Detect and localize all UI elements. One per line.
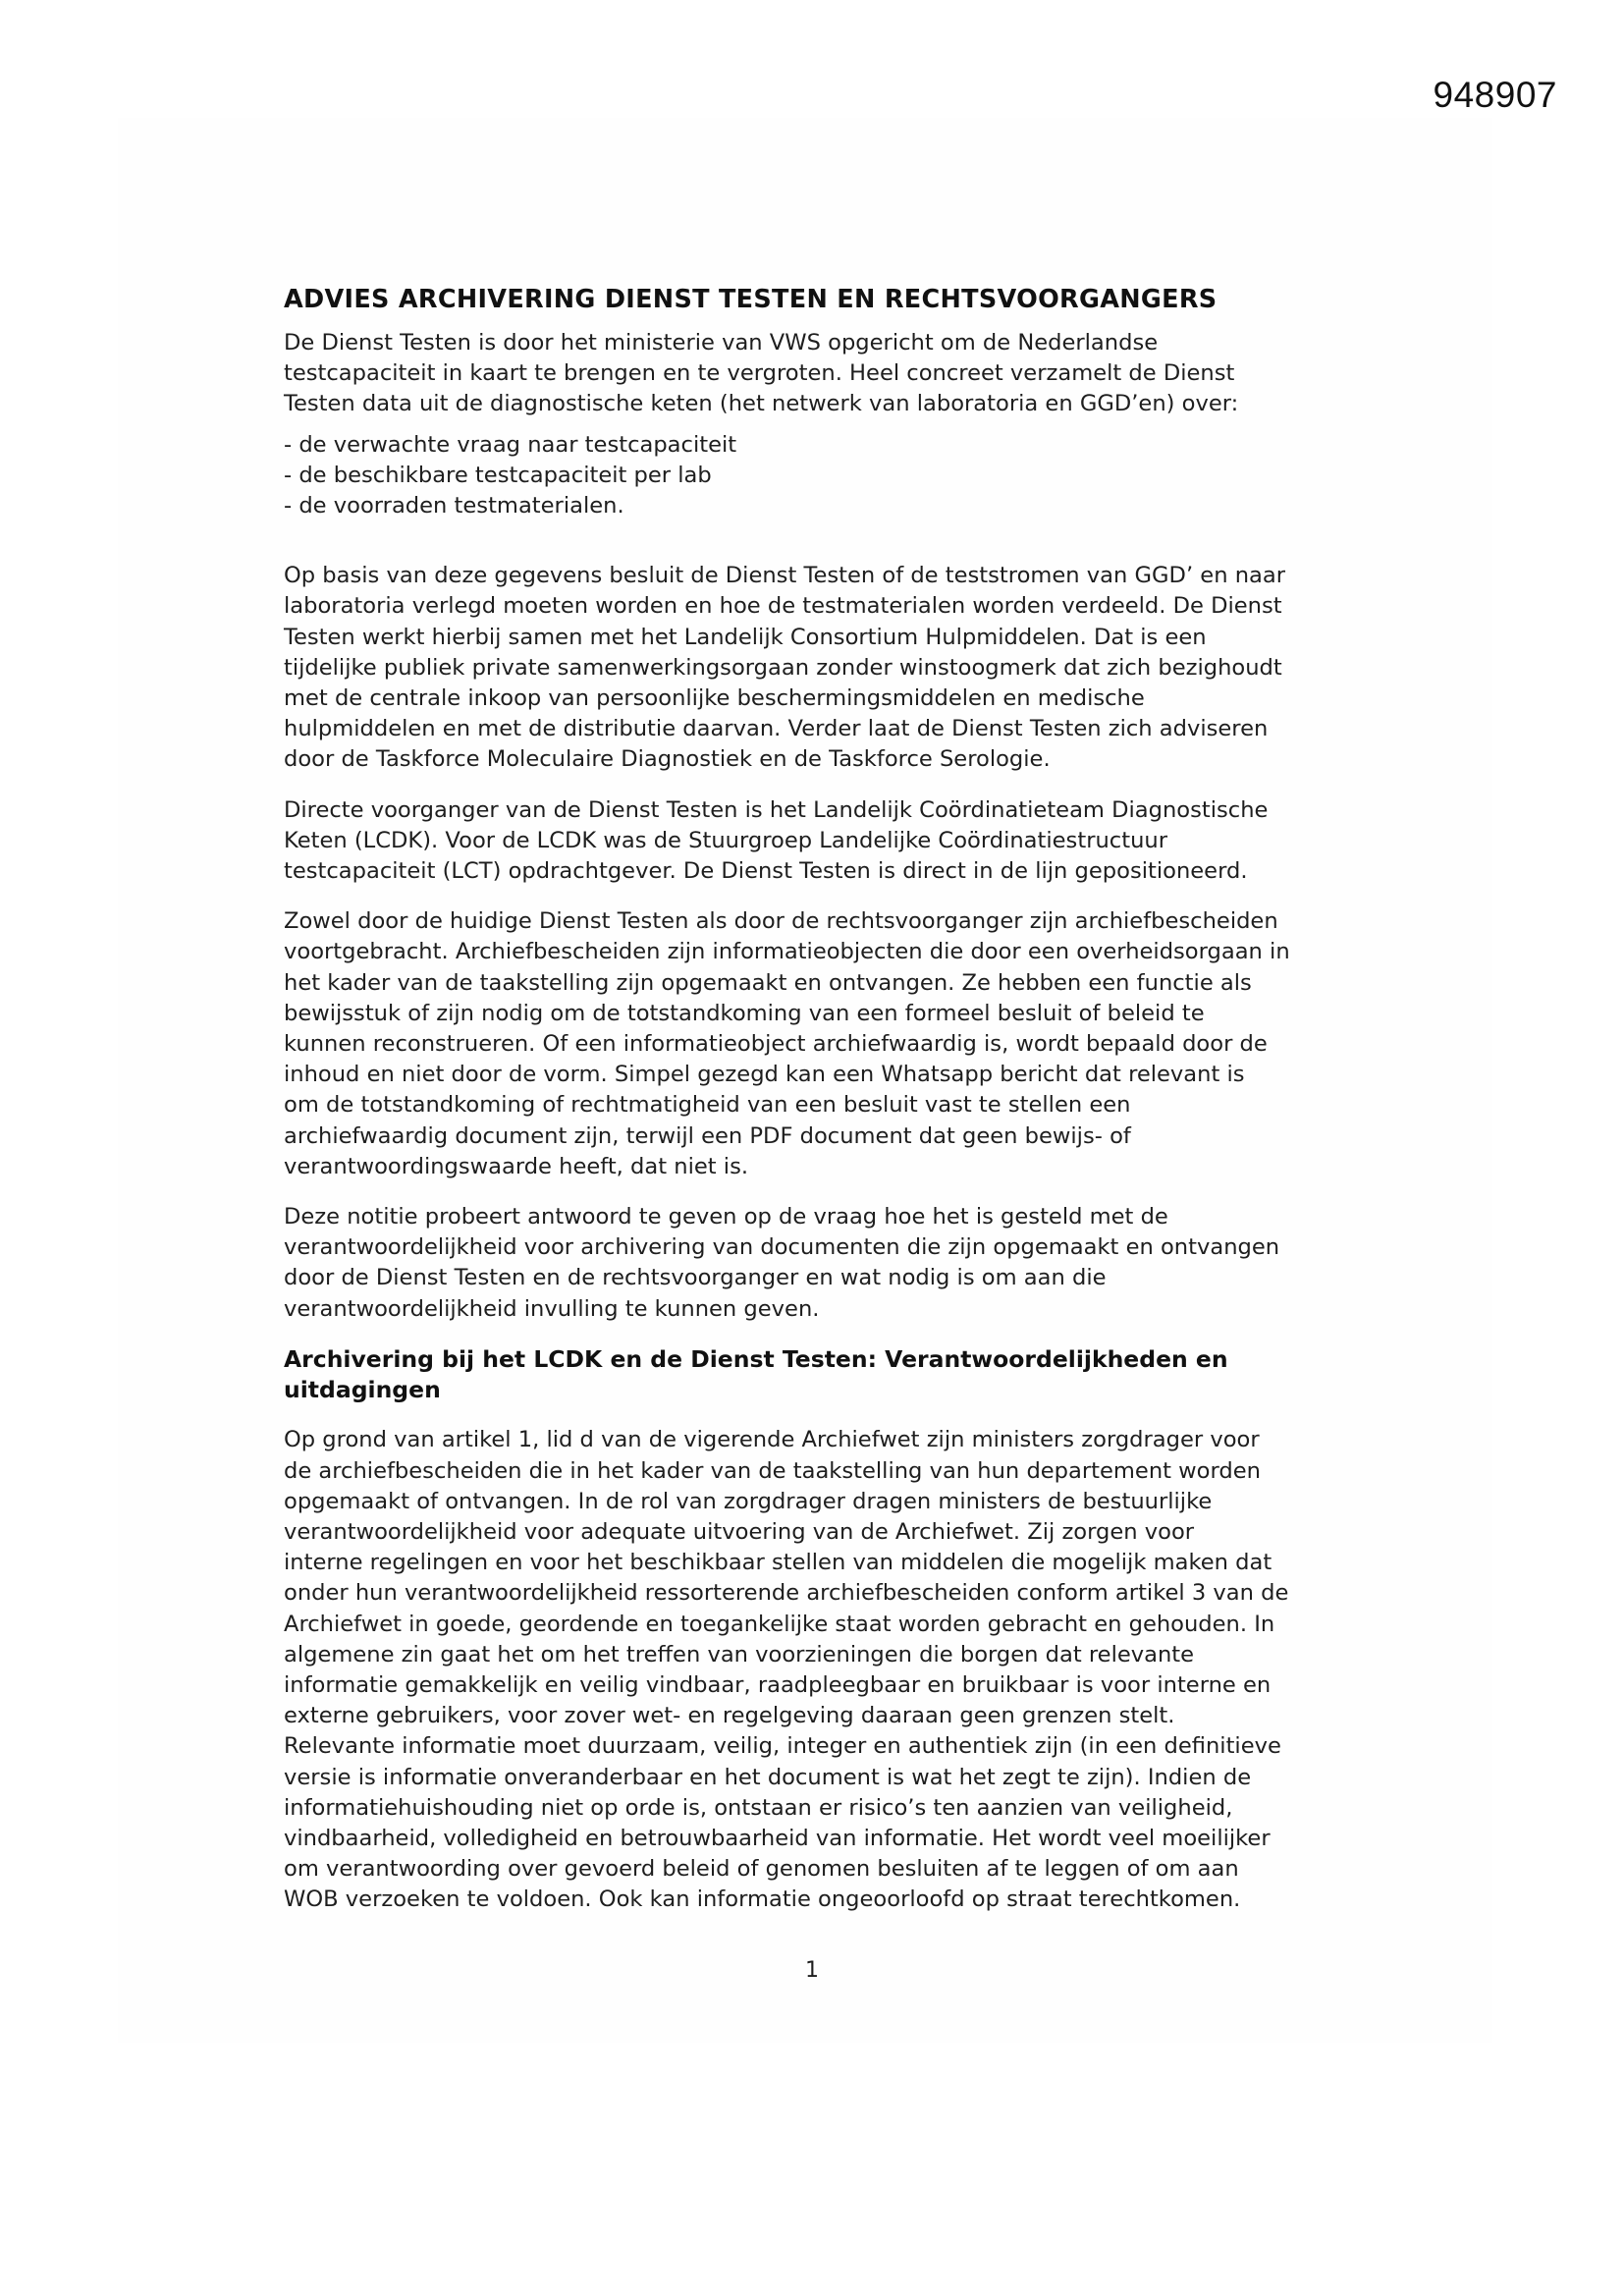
intro-paragraph: De Dienst Testen is door het ministerie van VWS opgericht om de Nederlandse testcapaciteit in kaart te brengen en te vergroten. Heel concreet verzamelt de Dienst Testen data uit de diagnostische keten (het netwerk van laboratoria en GGD’en) over: — [284, 330, 1239, 417]
body-paragraph: Zowel door de huidige Dienst Testen als door de rechtsvoorganger zijn archiefbescheiden voortgebracht. Archiefbescheiden zijn informatieobjecten die door een overheidsorgaan in het kader van de taakstelling zijn opgemaakt en ontvangen. Ze hebben een functie als bewijsstuk of zijn nodig om de totstandkoming van een formeel besluit of beleid te kunnen reconstrueren. Of een informatieobject archiefwaardig is, wordt bepaald door de inhoud en niet door de vorm. Simpel gezegd kan een Whatsapp bericht dat relevant is om de totstandkoming of rechtmatigheid van een besluit vast te stellen een archiefwaardig document zijn, terwijl een PDF document dat geen bewijs- of verantwoordingswaarde heeft, dat niet is. — [284, 908, 1290, 1179]
section-heading: Archivering bij het LCDK en de Dienst Testen: Verantwoordelijkheden en uitdagingen — [284, 1344, 1228, 1404]
body-paragraph: Op basis van deze gegevens besluit de Dienst Testen of de teststromen van GGD’ en naar laboratoria verlegd moeten worden en hoe de testmaterialen worden verdeeld. De Dienst Testen werkt hierbij samen met het Landelijk Consortium Hulpmiddelen. Dat is een tijdelijke publiek private samenwerkingsorgaan zonder winstoogmerk dat zich bezighoudt met de centrale inkoop van persoonlijke beschermingsmiddelen en medische hulpmiddelen en met de distributie daarvan. Verder laat de Dienst Testen zich adviseren door de Taskforce Moleculaire Diagnostiek en de Taskforce Serologie. — [284, 563, 1286, 773]
body-paragraph: Directe voorganger van de Dienst Testen is het Landelijk Coördinatieteam Diagnostische Keten (LCDK). Voor de LCDK was de Stuurgroep Landelijke Coördinatiestructuur testcapaciteit (LCT) opdrachtgever. De Dienst Testen is direct in de lijn gepositioneerd. — [284, 796, 1269, 885]
page-number: 1 — [805, 1958, 819, 1983]
bullet-list — [284, 430, 1364, 522]
document-title: ADVIES ARCHIVERING DIENST TESTEN EN RECHTSVOORGANGERS — [284, 285, 1218, 314]
spacer — [284, 521, 1364, 561]
bullet-item: - de verwachte vraag naar testcapaciteit — [284, 431, 737, 458]
document-body — [284, 283, 1364, 1936]
body-paragraph: Deze notitie probeert antwoord te geven op de vraag hoe het is gesteld met de verantwoordelijkheid voor archivering van documenten die zijn opgemaakt en ontvangen door de Dienst Testen en de rechtsvoorganger en wat nodig is om aan die verantwoordelijkheid invulling te kunnen geven. — [284, 1204, 1280, 1322]
bullet-item: - de beschikbare testcapaciteit per lab — [284, 462, 712, 488]
bullet-item: - de voorraden testmaterialen. — [284, 493, 624, 519]
section-paragraph: Op grond van artikel 1, lid d van de vigerende Archiefwet zijn ministers zorgdrager voor de archiefbescheiden die in het kader van de taakstelling van hun departement worden opgemaakt of ontvangen. In de rol van zorgdrager dragen ministers de bestuurlijke verantwoordelijkheid voor adequate uitvoering van de Archiefwet. Zij zorgen voor interne regelingen en voor het beschikbaar stellen van middelen die mogelijk maken dat onder hun verantwoordelijkheid ressorterende archiefbescheiden conform artikel 3 van de Archiefwet in goede, geordende en toegankelijke staat worden gebracht en gehouden. In algemene zin gaat het om het treffen van voorzieningen die borgen dat relevante informatie gemakkelijk en veilig vindbaar, raadpleegbaar en bruikbaar is voor interne en externe gebruikers, voor zover wet- en regelgeving daaraan geen grenzen stelt. Relevante informatie moet duurzaam, veilig, integer en authentiek zijn (in een definitieve versie is informatie onveranderbaar en het document is wat het zegt te zijn). Indien de informatiehuishouding niet op orde is, ontstaan er risico’s ten aanzien van veiligheid, vindbaarheid, volledigheid en betrouwbaarheid van informatie. Het wordt veel moeilijker om verantwoording over gevoerd beleid of genomen besluiten af te leggen of om aan WOB verzoeken te voldoen. Ook kan informatie ongeoorloofd op straat terechtkomen. — [284, 1427, 1289, 1913]
document-id: 948907 — [1433, 75, 1557, 115]
